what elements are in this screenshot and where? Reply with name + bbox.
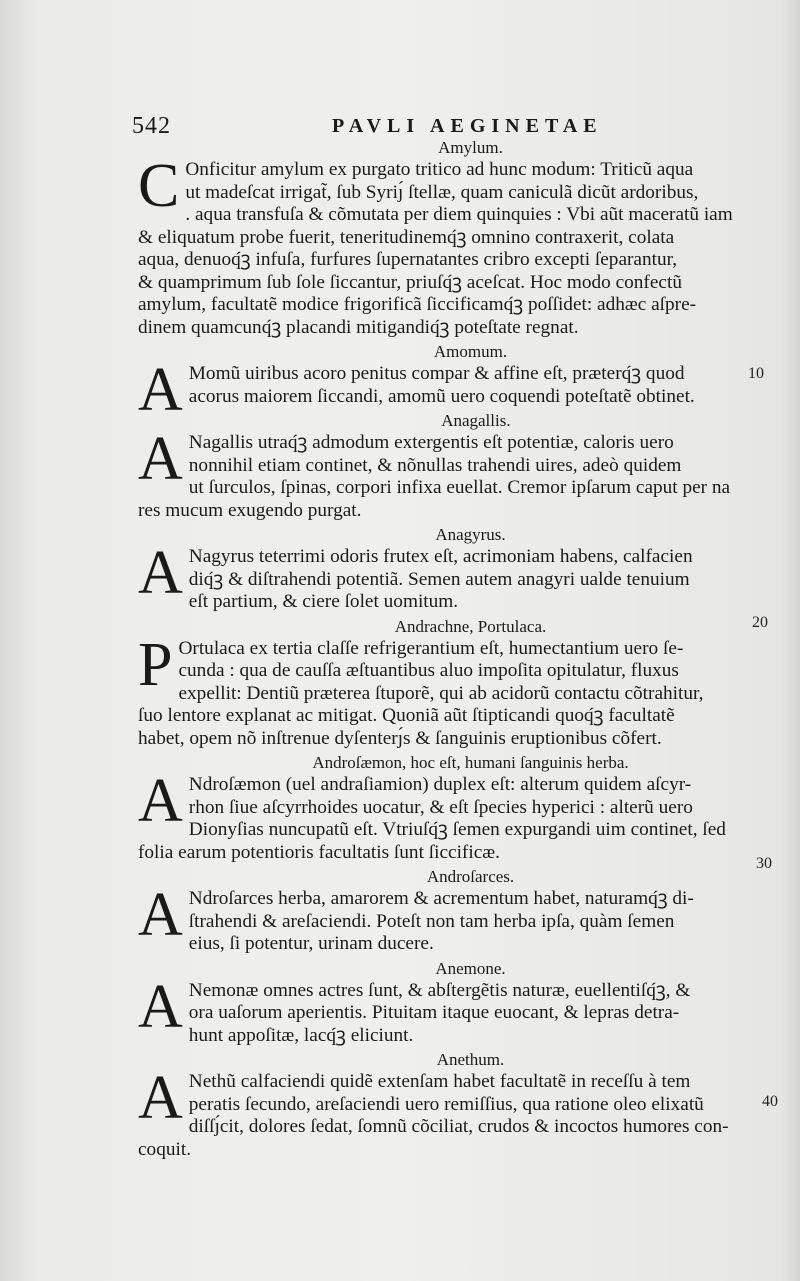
- entry: [138, 616, 763, 751]
- entry: [138, 524, 763, 614]
- text-line: ora uaſorum aperientis. Pituitam itaque euocant, & lepras detra-: [188, 1002, 680, 1023]
- text-line: rhon ſiue aſcyrrhoides uocatur, & eſt ſpecies hyperici : alterũ uero: [188, 796, 693, 818]
- entry-body: [138, 1064, 763, 1161]
- text-line: diſſȷ́cit, dolores ſedat, ſomnũ cõciliat, crudos & incoctos humores con-: [188, 1116, 729, 1137]
- text-line: amylum, facultatẽ modice frigorificã ſiccificamq́ꝫ poſſidet: adhæc aſpre-: [138, 294, 697, 315]
- text-line: acorus maiorem ſiccandi, amomũ uero coquendi poteſtatẽ obtinet.: [188, 385, 695, 407]
- drop-cap: A: [138, 881, 183, 949]
- text-line: & quamprimum ſub ſole ſiccantur, priuſq́ꝫ aceſcat. Hoc modo confectũ: [138, 271, 682, 293]
- text-line: Ndroſarces herba, amarorem & acrementum habet, naturamq́ꝫ di-: [188, 888, 694, 909]
- entry-body: [138, 972, 763, 1048]
- page-number: 542: [132, 113, 171, 139]
- text-line: cunda : qua de cauſſa æſtuantibus aluo impoſita opitulatur, fluxus: [178, 660, 679, 681]
- text-line: Onficitur amylum ex purgato tritico ad hunc modum: Triticũ aqua: [185, 159, 694, 180]
- text-line: ſuo lentore explanat ac mitigat. Quoniã aũt ſtipticandi quoq́ꝫ facultatẽ: [138, 705, 675, 726]
- entry-heading: Andrachne, Portulaca.: [394, 616, 547, 636]
- text-column: [138, 137, 763, 1163]
- text-line: Ortulaca ex tertia claſſe refrigerantium eſt, humectantium uero ſe-: [178, 637, 684, 659]
- text-line: eius, ſi potentur, urinam ducere.: [188, 933, 434, 954]
- text-line: Nemonæ omnes actres ſunt, & abſtergẽtis naturæ, euellentiſq́ꝫ, &: [188, 979, 691, 1001]
- margin-line-number: 10: [748, 365, 764, 382]
- text-line: coquit.: [138, 1138, 192, 1160]
- entry: [138, 137, 763, 339]
- drop-cap: A: [138, 767, 183, 835]
- text-line: & eliquatum probe fuerit, teneritudinemq́ꝫ omnino contraxerit, colata: [138, 226, 675, 248]
- text-line: Nethũ calfaciendi quidẽ extenſam habet facultatẽ in receſſu à tem: [188, 1071, 691, 1092]
- drop-cap: A: [138, 425, 183, 493]
- drop-cap: C: [138, 152, 180, 220]
- drop-cap: P: [138, 630, 173, 699]
- text-line: diq́ꝫ & diſtrahendi potentiã. Semen autem anagyri ualde tenuium: [188, 568, 690, 590]
- text-line: expellit: Dentiũ præterea ſtuporẽ, qui ab acidorũ contactu cõtrahitur,: [178, 682, 704, 704]
- drop-cap: A: [138, 356, 183, 424]
- text-line: ut ſurculos, ſpinas, corpori infixa euellat. Cremor ipſarum caput per na: [188, 477, 731, 498]
- entry: [138, 958, 763, 1048]
- text-line: Momũ uiribus acoro penitus compar & affine eſt, præterq́ꝫ quod: [188, 363, 685, 384]
- entry-heading: Amylum.: [438, 138, 503, 157]
- text-line: ſtrahendi & areſaciendi. Poteſt non tam herba ipſa, quàm ſemen: [188, 910, 675, 932]
- text-line: res mucum exugendo purgat.: [138, 499, 362, 521]
- drop-cap: A: [138, 1064, 183, 1132]
- entry-body: [138, 881, 763, 956]
- text-line: folia earum potentioris facultatis ſunt ſiccificæ.: [138, 841, 500, 863]
- entry-heading: Anethum.: [436, 1050, 505, 1069]
- entry-heading: Anagallis.: [441, 411, 511, 430]
- margin-line-number: 40: [762, 1093, 778, 1110]
- text-line: dinem quamcunq́ꝫ placandi mitigandiq́ꝫ poteſtate regnat.: [138, 316, 579, 338]
- text-line: Nagyrus teterrimi odoris frutex eſt, acrimoniam habens, calfacien: [188, 546, 693, 567]
- text-line: habet, opem nõ inſtrenue dyſenterȷ́s & ſanguinis eruptionibus cõfert.: [138, 727, 662, 749]
- drop-cap: A: [138, 972, 183, 1041]
- entry-body: [138, 425, 763, 522]
- text-line: peratis ſecundo, areſaciendi uero remiſſius, qua ratione oleo elixatũ: [188, 1093, 704, 1115]
- entry-body: [138, 152, 763, 339]
- text-line: Ndroſæmon (uel andraſiamion) duplex eſt: alterum quidem aſcyr-: [188, 774, 692, 795]
- entry-heading: Anagyrus.: [435, 525, 506, 544]
- text-line: eſt partium, & ciere ſolet uomitum.: [188, 591, 459, 612]
- text-line: Nagallis utraq́ꝫ admodum extergentis eſt potentiæ, caloris uero: [188, 432, 674, 453]
- entry-heading: Androſarces.: [426, 867, 515, 886]
- text-line: aqua, denuoq́ꝫ infuſa, furfures ſupernatantes cribro excepti ſeparantur,: [138, 249, 678, 270]
- entry-body: [138, 630, 763, 751]
- text-line: hunt appoſitæ, lacq́ꝫ eliciunt.: [188, 1024, 414, 1046]
- entry-body: [138, 767, 763, 864]
- entry-heading: Anemone.: [435, 958, 506, 978]
- entry: [138, 752, 763, 864]
- text-line: nonnihil etiam continet, & nõnullas trahendi uires, adeò quidem: [188, 454, 682, 476]
- drop-cap: A: [138, 539, 183, 607]
- entry-heading: Amomum.: [433, 342, 508, 361]
- entry: [138, 1049, 763, 1161]
- entry-body: [138, 539, 763, 614]
- text-line: Dionyſias nuncupatũ eſt. Vtriuſq́ꝫ ſemen expurgandi uim continet, ſed: [188, 819, 726, 840]
- entry-heading: Androſæmon, hoc eſt, humani ſanguinis herba.: [312, 753, 629, 772]
- text-line: ut madeſcat irrigat̃, ſub Syriȷ́ ſtellæ, quam caniculã dicũt ardoribus,: [185, 181, 699, 203]
- entry: [138, 866, 763, 956]
- margin-line-number: 20: [752, 614, 768, 631]
- margin-line-number: 30: [756, 855, 772, 872]
- running-title: PAVLI AEGINETAE: [332, 115, 603, 137]
- text-line: . aqua transfuſa & cõmutata per diem quinquies : Vbi aũt maceratũ iam: [185, 204, 733, 225]
- entry: [138, 410, 763, 522]
